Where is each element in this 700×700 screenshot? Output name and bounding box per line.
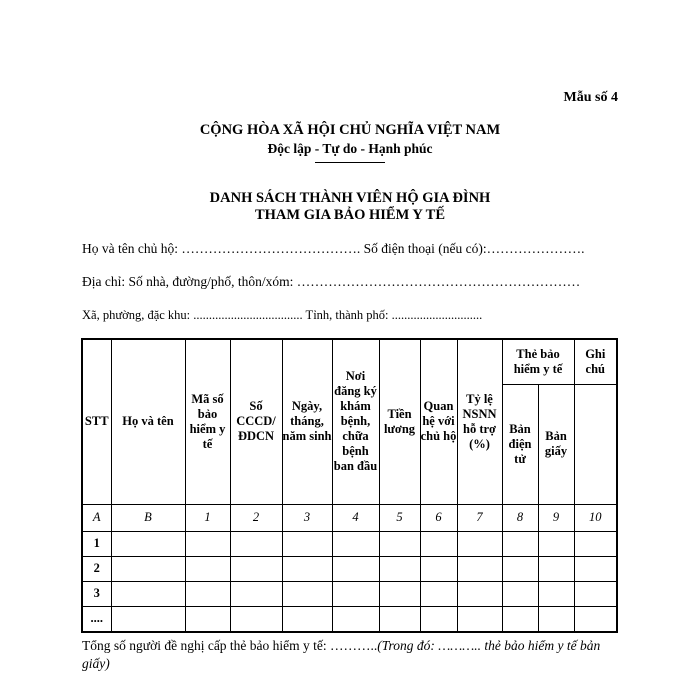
table-cell[interactable]: [538, 581, 574, 606]
col-insurance-code: Mã số bảo hiểm y tế: [185, 339, 230, 504]
table-cell[interactable]: [230, 531, 282, 556]
table-cell[interactable]: [185, 556, 230, 581]
motto-underline: [315, 162, 385, 163]
col-relation: Quan hệ với chủ hộ: [420, 339, 457, 504]
motto: Độc lập - Tự do - Hạnh phúc: [267, 141, 433, 156]
table-cell[interactable]: [379, 556, 420, 581]
table-cell[interactable]: [574, 531, 617, 556]
table-cell[interactable]: [457, 606, 502, 632]
table-cell[interactable]: [420, 581, 457, 606]
table-cell[interactable]: [420, 531, 457, 556]
index-cell: 9: [538, 504, 574, 531]
col-date-of-birth: Ngày, tháng, năm sinh: [282, 339, 332, 504]
table-cell[interactable]: [282, 531, 332, 556]
index-cell: 6: [420, 504, 457, 531]
household-head-field[interactable]: Họ và tên chủ hộ: …………………………………. Số điện thoại (nếu có):………………….: [82, 241, 585, 256]
row-number: 2: [82, 556, 111, 581]
table-cell[interactable]: [379, 606, 420, 632]
table-cell[interactable]: [538, 531, 574, 556]
table-cell[interactable]: [111, 531, 185, 556]
index-cell: 2: [230, 504, 282, 531]
index-cell: 8: [502, 504, 538, 531]
row-number: 1: [82, 531, 111, 556]
table-cell[interactable]: [111, 581, 185, 606]
table-cell[interactable]: [185, 606, 230, 632]
table-cell[interactable]: [332, 581, 379, 606]
col-card-group: Thẻ bảo hiểm y tế: [502, 339, 574, 384]
paper-card-count-note: (Trong đó: ……….. thẻ bảo hiểm y tế bản giấy): [82, 638, 601, 671]
document-title-line1: DANH SÁCH THÀNH VIÊN HỘ GIA ĐÌNH: [209, 190, 491, 206]
form-code: Mẫu số 4: [563, 90, 618, 105]
table-cell[interactable]: [332, 531, 379, 556]
total-summary: [82, 637, 622, 673]
index-cell: 10: [574, 504, 617, 531]
table-cell[interactable]: [230, 606, 282, 632]
table-row: [82, 606, 617, 632]
table-cell[interactable]: [574, 581, 617, 606]
index-cell: 4: [332, 504, 379, 531]
index-cell: B: [111, 504, 185, 531]
table-cell[interactable]: [282, 556, 332, 581]
row-number: ....: [82, 606, 111, 632]
table-cell[interactable]: [185, 581, 230, 606]
table-cell[interactable]: [230, 556, 282, 581]
col-budget-ratio: Tỷ lệ NSNN hỗ trợ (%): [457, 339, 502, 504]
col-full-name: Họ và tên: [111, 339, 185, 504]
column-index-row: [82, 504, 617, 531]
table-cell[interactable]: [538, 556, 574, 581]
index-cell: 7: [457, 504, 502, 531]
table-cell[interactable]: [230, 581, 282, 606]
table-cell[interactable]: [379, 581, 420, 606]
table-row: [82, 531, 617, 556]
members-table: [81, 338, 618, 633]
table-cell[interactable]: [574, 606, 617, 632]
col-registration-place: Nơi đăng ký khám bệnh, chữa bệnh ban đầu: [332, 339, 379, 504]
col-card-paper: Bản giấy: [538, 384, 574, 504]
col-card-electronic: Bản điện tử: [502, 384, 538, 504]
table-cell[interactable]: [574, 556, 617, 581]
index-cell: A: [82, 504, 111, 531]
col-salary: Tiền lương: [379, 339, 420, 504]
table-cell[interactable]: [332, 556, 379, 581]
col-id-number: Số CCCD/ ĐDCN: [230, 339, 282, 504]
table-header-row: [82, 339, 617, 384]
table-cell[interactable]: [502, 531, 538, 556]
col-note: Ghi chú: [574, 339, 617, 384]
table-cell[interactable]: [502, 581, 538, 606]
table-cell[interactable]: [420, 606, 457, 632]
table-row: [82, 581, 617, 606]
table-cell[interactable]: [379, 531, 420, 556]
address-field[interactable]: Địa chỉ: Số nhà, đường/phố, thôn/xóm: ………………………………………………………: [82, 274, 581, 289]
table-cell[interactable]: [502, 606, 538, 632]
table-cell[interactable]: [111, 606, 185, 632]
col-note-blank: [574, 384, 617, 504]
index-cell: 1: [185, 504, 230, 531]
commune-province-field[interactable]: Xã, phường, đặc khu: ................................... Tỉnh, thành phố: .............................: [82, 308, 483, 322]
col-stt: STT: [82, 339, 111, 504]
total-summary-text: Tổng số người đề nghị cấp thẻ bảo hiểm y tế: ………..: [82, 638, 378, 653]
table-cell[interactable]: [282, 606, 332, 632]
table-cell[interactable]: [111, 556, 185, 581]
table-cell[interactable]: [457, 556, 502, 581]
index-cell: 3: [282, 504, 332, 531]
row-number: 3: [82, 581, 111, 606]
table-cell[interactable]: [420, 556, 457, 581]
table-row: [82, 556, 617, 581]
table-cell[interactable]: [457, 581, 502, 606]
document-title-line2: THAM GIA BẢO HIỂM Y TẾ: [254, 207, 445, 223]
table-cell[interactable]: [185, 531, 230, 556]
table-cell[interactable]: [502, 556, 538, 581]
table-cell[interactable]: [282, 581, 332, 606]
index-cell: 5: [379, 504, 420, 531]
table-cell[interactable]: [332, 606, 379, 632]
table-cell[interactable]: [538, 606, 574, 632]
table-cell[interactable]: [457, 531, 502, 556]
nation-heading: CỘNG HÒA XÃ HỘI CHỦ NGHĨA VIỆT NAM: [199, 122, 501, 138]
